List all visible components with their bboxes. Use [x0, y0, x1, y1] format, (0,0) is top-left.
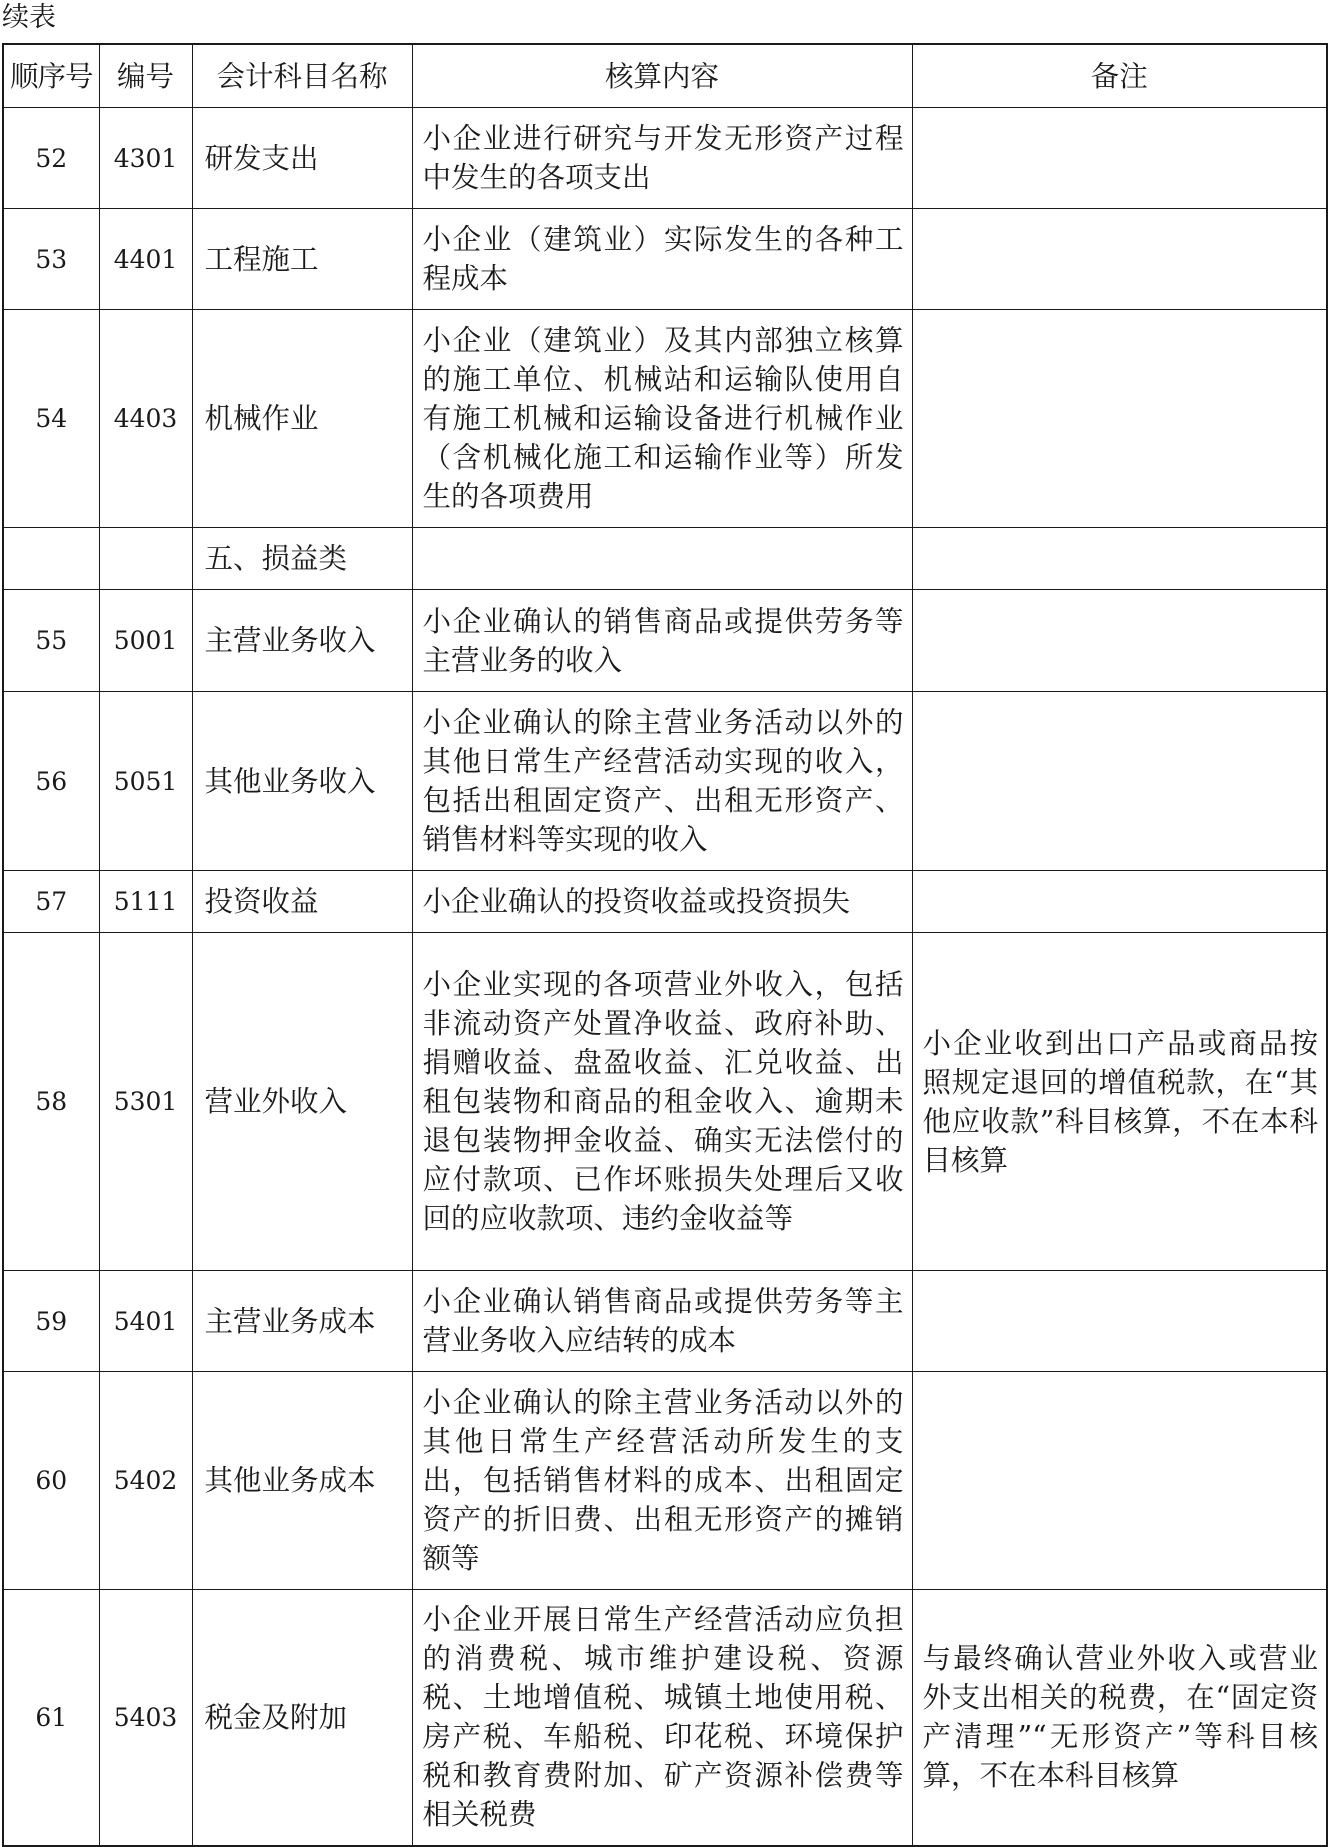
table-row: [3, 692, 1327, 871]
cell-note: 小企业收到出口产品或商品按照规定退回的增值税款，在“其他应收款”科目核算，不在本科目核算: [912, 933, 1327, 1271]
cell-note: [912, 310, 1327, 528]
table-row: [3, 528, 1327, 590]
cell-name: 其他业务收入: [192, 692, 412, 871]
header-note: 备注: [912, 44, 1327, 108]
cell-seq: 55: [3, 590, 99, 692]
cell-seq: 52: [3, 108, 99, 209]
cell-content: 小企业确认的除主营业务活动以外的其他日常生产经营活动实现的收入，包括出租固定资产、出租无形资产、销售材料等实现的收入: [412, 692, 912, 871]
cell-note: [912, 590, 1327, 692]
cell-seq: 59: [3, 1271, 99, 1372]
cell-name: 机械作业: [192, 310, 412, 528]
table-row: [3, 871, 1327, 933]
cell-content: 小企业（建筑业）及其内部独立核算的施工单位、机械站和运输队使用自有施工机械和运输设备进行机械作业（含机械化施工和运输作业等）所发生的各项费用: [412, 310, 912, 528]
header-name: 会计科目名称: [192, 44, 412, 108]
table-row: [3, 1271, 1327, 1372]
cell-code: 5402: [99, 1372, 192, 1590]
table-row: [3, 933, 1327, 1271]
table-row: [3, 108, 1327, 209]
table-caption: 续表: [2, 2, 56, 33]
cell-content: 小企业进行研究与开发无形资产过程中发生的各项支出: [412, 108, 912, 209]
cell-code: [99, 528, 192, 590]
cell-seq: 56: [3, 692, 99, 871]
table-row: [3, 1590, 1327, 1846]
cell-name: 主营业务成本: [192, 1271, 412, 1372]
cell-code: 5401: [99, 1271, 192, 1372]
cell-note: [912, 528, 1327, 590]
cell-note: [912, 209, 1327, 310]
cell-name: 工程施工: [192, 209, 412, 310]
cell-note: [912, 692, 1327, 871]
cell-note: [912, 1271, 1327, 1372]
table-row: [3, 1372, 1327, 1590]
cell-code: 4301: [99, 108, 192, 209]
header-seq: 顺序号: [3, 44, 99, 108]
cell-note: 与最终确认营业外收入或营业外支出相关的税费，在“固定资产清理”“无形资产”等科目核算，不在本科目核算: [912, 1590, 1327, 1846]
cell-seq: 61: [3, 1590, 99, 1846]
cell-name: 营业外收入: [192, 933, 412, 1271]
cell-content: 小企业（建筑业）实际发生的各种工程成本: [412, 209, 912, 310]
accounting-subjects-table: [2, 43, 1328, 1847]
cell-content: [412, 528, 912, 590]
cell-name: 税金及附加: [192, 1590, 412, 1846]
cell-seq: 57: [3, 871, 99, 933]
header-code: 编号: [99, 44, 192, 108]
cell-content: 小企业确认的除主营业务活动以外的其他日常生产经营活动所发生的支出，包括销售材料的成本、出租固定资产的折旧费、出租无形资产的摊销额等: [412, 1372, 912, 1590]
table-row: [3, 310, 1327, 528]
cell-note: [912, 871, 1327, 933]
cell-note: [912, 108, 1327, 209]
cell-name: 五、损益类: [192, 528, 412, 590]
cell-seq: [3, 528, 99, 590]
cell-content: 小企业确认销售商品或提供劳务等主营业务收入应结转的成本: [412, 1271, 912, 1372]
cell-content: 小企业确认的投资收益或投资损失: [412, 871, 912, 933]
cell-name: 投资收益: [192, 871, 412, 933]
cell-seq: 53: [3, 209, 99, 310]
cell-seq: 58: [3, 933, 99, 1271]
cell-code: 5051: [99, 692, 192, 871]
table-row: [3, 590, 1327, 692]
table-row: [3, 209, 1327, 310]
cell-name: 主营业务收入: [192, 590, 412, 692]
header-content: 核算内容: [412, 44, 912, 108]
cell-name: 其他业务成本: [192, 1372, 412, 1590]
cell-content: 小企业实现的各项营业外收入，包括非流动资产处置净收益、政府补助、捐赠收益、盘盈收益、汇兑收益、出租包装物和商品的租金收入、逾期未退包装物押金收益、确实无法偿付的应付款项、已作坏账损失处理后又收回的应收款项、违约金收益等: [412, 933, 912, 1271]
cell-seq: 60: [3, 1372, 99, 1590]
cell-note: [912, 1372, 1327, 1590]
cell-name: 研发支出: [192, 108, 412, 209]
cell-code: 5301: [99, 933, 192, 1271]
cell-code: 5111: [99, 871, 192, 933]
cell-code: 4401: [99, 209, 192, 310]
cell-content: 小企业确认的销售商品或提供劳务等主营业务的收入: [412, 590, 912, 692]
cell-code: 5403: [99, 1590, 192, 1846]
cell-content: 小企业开展日常生产经营活动应负担的消费税、城市维护建设税、资源税、土地增值税、城镇土地使用税、房产税、车船税、印花税、环境保护税和教育费附加、矿产资源补偿费等相关税费: [412, 1590, 912, 1846]
cell-code: 4403: [99, 310, 192, 528]
cell-seq: 54: [3, 310, 99, 528]
cell-code: 5001: [99, 590, 192, 692]
header-row: [3, 44, 1327, 108]
